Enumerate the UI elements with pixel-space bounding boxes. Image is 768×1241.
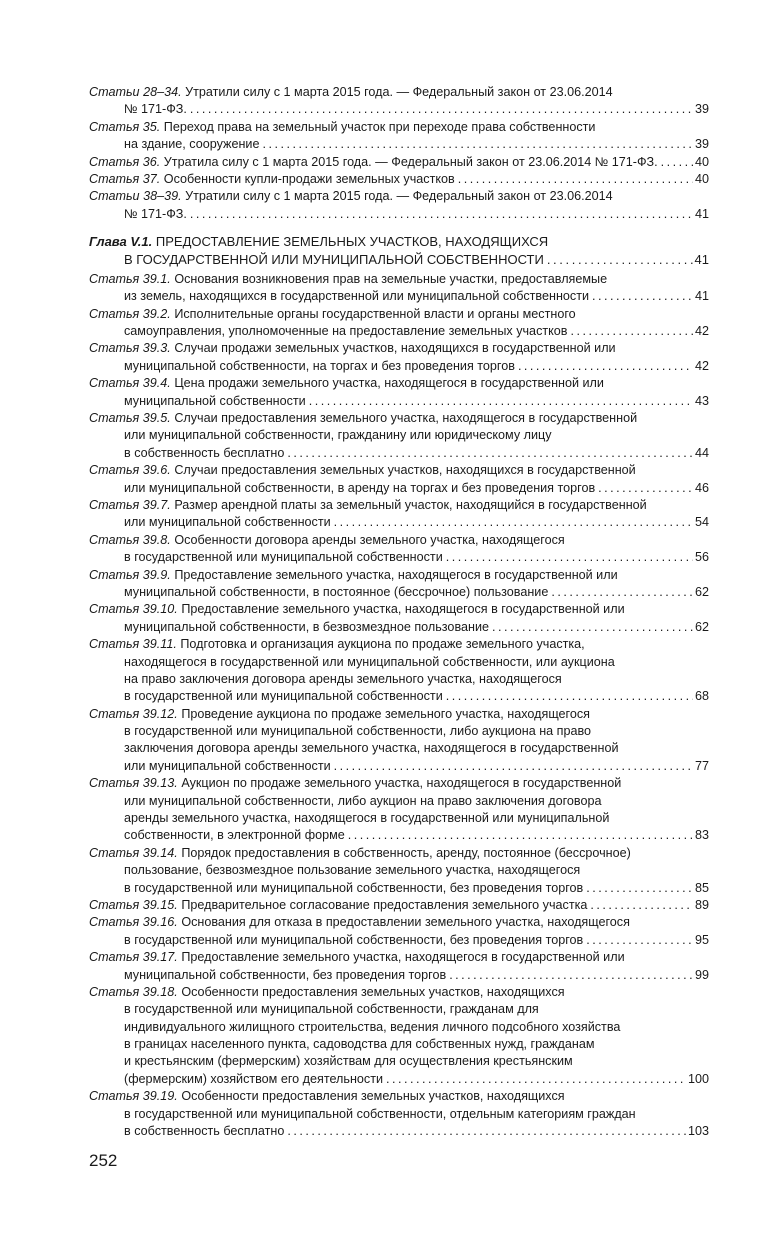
toc-line xyxy=(89,671,709,688)
dot-leader xyxy=(570,323,693,340)
toc-page-number: 89 xyxy=(694,897,709,912)
toc-entry-title: в государственной или муниципальной собственности xyxy=(124,689,443,704)
toc-page-number: 77 xyxy=(694,758,709,773)
toc-entry-title: Предварительное согласование предоставления земельного участка xyxy=(181,897,588,912)
toc-entry-label: Статья 39.11. xyxy=(89,637,177,652)
toc-line xyxy=(89,758,709,775)
toc-entry-label: Статья 39.6. xyxy=(89,463,171,478)
toc-entry-title: муниципальной собственности xyxy=(124,393,306,408)
toc-entry-title: Случаи продажи земельных участков, находящихся в государственной или xyxy=(174,341,616,356)
toc-entry-title: или муниципальной собственности, гражданину или юридическому лицу xyxy=(124,428,552,443)
toc-line xyxy=(89,827,709,844)
toc-entry[interactable] xyxy=(89,636,709,706)
toc-entry-label: Статья 39.12. xyxy=(89,706,178,721)
toc-line xyxy=(89,462,709,479)
toc-line xyxy=(89,340,709,357)
dot-leader xyxy=(458,171,693,188)
toc-line xyxy=(89,136,709,153)
toc-entry-label: Статьи 38–39. xyxy=(89,189,182,204)
toc-entry-title: Случаи предоставления земельных участков, находящихся в государственной xyxy=(174,463,636,478)
toc-line xyxy=(89,206,709,223)
toc-line xyxy=(89,154,709,171)
toc-entry-title: Утратили силу с 1 марта 2015 года. — Федеральный закон от 23.06.2014 xyxy=(185,189,613,204)
toc-line xyxy=(89,549,709,566)
toc-line xyxy=(89,1053,709,1070)
toc-page-number: 46 xyxy=(694,480,709,495)
dot-leader xyxy=(446,549,693,566)
toc-line xyxy=(89,775,709,792)
toc-entry-title: в собственность бесплатно xyxy=(124,1124,285,1139)
dot-leader xyxy=(518,358,693,375)
toc-entry-label: Статья 39.17. xyxy=(89,950,178,965)
toc-entry[interactable] xyxy=(89,154,709,171)
toc-page-number: 41 xyxy=(694,289,709,304)
toc-line xyxy=(89,862,709,879)
toc-entry-title: пользование, безвозмездное пользование земельного участка, находящегося xyxy=(124,863,581,878)
toc-line xyxy=(89,880,709,897)
toc-entry-label: Статья 39.15. xyxy=(89,897,178,912)
dot-leader xyxy=(590,897,693,914)
toc-entry-label: Глава V.1. xyxy=(89,234,153,250)
toc-entry-title: Цена продажи земельного участка, находящегося в государственной или xyxy=(174,376,604,391)
toc-entry-label: Статья 39.14. xyxy=(89,845,178,860)
toc-line xyxy=(89,119,709,136)
toc-entry-label: Статья 39.1. xyxy=(89,271,171,286)
toc-entry[interactable] xyxy=(89,462,709,497)
toc-entry-title: в государственной или муниципальной собственности, отдельным категориям граждан xyxy=(124,1106,636,1121)
toc-line xyxy=(89,810,709,827)
toc-entry-title: Предоставление земельного участка, находящегося в государственной или xyxy=(181,950,625,965)
toc-entry-title: Порядок предоставления в собственность, аренду, постоянное (бессрочное) xyxy=(181,845,631,860)
toc-entry-label: Статья 39.7. xyxy=(89,497,171,512)
toc-entry-title: муниципальной собственности, в безвозмездное пользование xyxy=(124,619,489,634)
toc-entry-title: аренды земельного участка, находящегося в государственной или муниципальной xyxy=(124,811,610,826)
toc-entry-title: Основания для отказа в предоставлении земельного участка, находящегося xyxy=(181,915,630,930)
toc-line xyxy=(89,427,709,444)
toc-line xyxy=(89,445,709,462)
toc-line xyxy=(89,1123,709,1140)
toc-entry-title: на здание, сооружение xyxy=(124,137,260,152)
toc-entry-title: (фермерским) хозяйством его деятельности xyxy=(124,1071,384,1086)
toc-entry-title: Утратили силу с 1 марта 2015 года. — Федеральный закон от 23.06.2014 xyxy=(185,85,613,99)
toc-entry[interactable] xyxy=(89,188,709,223)
toc-entry-title: ПРЕДОСТАВЛЕНИЕ ЗЕМЕЛЬНЫХ УЧАСТКОВ, НАХОДЯЩИХСЯ xyxy=(155,234,549,250)
toc-entry-title: Аукцион по продаже земельного участка, находящегося в государственной xyxy=(181,776,622,791)
dot-leader xyxy=(190,101,693,118)
dot-leader xyxy=(586,880,693,897)
toc-entry-title: муниципальной собственности, на торгах и без проведения торгов xyxy=(124,358,515,373)
toc-page-number: 41 xyxy=(694,251,709,267)
toc-line xyxy=(89,932,709,949)
toc-line xyxy=(89,914,709,931)
toc-entry[interactable] xyxy=(89,914,709,949)
toc-entry-title: Подготовка и организация аукциона по продаже земельного участка, xyxy=(180,637,585,652)
toc-line xyxy=(89,706,709,723)
toc-line xyxy=(89,740,709,757)
toc-entry-label: Статья 39.19. xyxy=(89,1089,178,1104)
toc-page-number: 39 xyxy=(694,102,709,117)
table-of-contents xyxy=(89,84,709,1140)
toc-page-number: 42 xyxy=(694,358,709,373)
toc-entry-title: в государственной или муниципальной собственности, либо аукциона на право xyxy=(124,724,592,739)
toc-page-number: 54 xyxy=(694,515,709,530)
toc-line xyxy=(89,375,709,392)
toc-line xyxy=(89,514,709,531)
toc-line xyxy=(89,688,709,705)
toc-entry[interactable] xyxy=(89,410,709,462)
toc-page-number: 103 xyxy=(687,1124,709,1139)
dot-leader xyxy=(262,136,693,153)
toc-entry[interactable] xyxy=(89,1088,709,1140)
toc-entry-label: Статья 36. xyxy=(89,154,161,169)
toc-line xyxy=(89,271,709,288)
toc-entry-title: Предоставление земельного участка, находящегося в государственной или xyxy=(174,567,618,582)
toc-page-number: 56 xyxy=(694,550,709,565)
toc-line xyxy=(89,1071,709,1088)
toc-entry-label: Статья 39.18. xyxy=(89,984,178,999)
toc-entry-title: заключения договора аренды земельного участка, находящегося в государственной xyxy=(124,741,619,756)
toc-line xyxy=(89,654,709,671)
toc-entry[interactable] xyxy=(89,375,709,410)
toc-line xyxy=(89,101,709,118)
toc-entry-title: индивидуального жилищного строительства, ведения личного подсобного хозяйства xyxy=(124,1019,621,1034)
toc-line xyxy=(89,1106,709,1123)
toc-page-number: 99 xyxy=(694,967,709,982)
toc-line xyxy=(89,480,709,497)
toc-page-number: 95 xyxy=(694,932,709,947)
toc-entry-label: Статья 39.2. xyxy=(89,306,171,321)
dot-leader xyxy=(551,584,693,601)
toc-entry-label: Статья 39.8. xyxy=(89,532,171,547)
toc-line xyxy=(89,1001,709,1018)
toc-entry-title: Особенности договора аренды земельного участка, находящегося xyxy=(174,532,565,547)
dot-leader xyxy=(598,480,693,497)
toc-line xyxy=(89,793,709,810)
toc-entry-title: на право заключения договора аренды земельного участка, находящегося xyxy=(124,671,562,686)
dot-leader xyxy=(190,206,693,223)
toc-entry[interactable] xyxy=(89,84,709,119)
toc-entry-title: в государственной или муниципальной собственности xyxy=(124,550,443,565)
dot-leader xyxy=(449,967,693,984)
toc-entry-title: муниципальной собственности, без проведения торгов xyxy=(124,967,447,982)
toc-line xyxy=(89,567,709,584)
toc-line xyxy=(89,84,709,101)
toc-entry[interactable] xyxy=(89,775,709,845)
toc-entry-label: Статьи 28–34. xyxy=(89,85,182,99)
dot-leader xyxy=(592,288,693,305)
toc-entry-title: и крестьянским (фермерским) хозяйствам для осуществления крестьянским xyxy=(124,1054,573,1069)
toc-line xyxy=(89,584,709,601)
toc-page-number: 68 xyxy=(694,689,709,704)
toc-entry[interactable] xyxy=(89,567,709,602)
toc-entry-title: Исполнительные органы государственной власти и органы местного xyxy=(174,306,576,321)
toc-page-number: 39 xyxy=(694,137,709,152)
dot-leader xyxy=(309,393,693,410)
toc-line xyxy=(89,188,709,205)
toc-entry-title: в границах населенного пункта, садоводства для собственных нужд, гражданам xyxy=(124,1037,595,1052)
toc-entry-title: Переход права на земельный участок при переходе права собственности xyxy=(163,119,596,134)
toc-entry-title: собственности, в электронной форме xyxy=(124,828,345,843)
toc-line xyxy=(89,251,709,268)
toc-entry[interactable] xyxy=(89,306,709,341)
toc-entry-title: из земель, находящихся в государственной или муниципальной собственности xyxy=(124,289,590,304)
toc-entry-label: Статья 39.4. xyxy=(89,376,171,391)
dot-leader xyxy=(287,445,693,462)
toc-line xyxy=(89,497,709,514)
toc-line xyxy=(89,967,709,984)
toc-entry[interactable] xyxy=(89,601,709,636)
toc-entry[interactable] xyxy=(89,340,709,375)
toc-entry-title: или муниципальной собственности xyxy=(124,758,331,773)
toc-entry-title: Проведение аукциона по продаже земельного участка, находящегося xyxy=(181,706,590,721)
toc-entry[interactable] xyxy=(89,845,709,897)
dot-leader xyxy=(547,251,693,268)
toc-line xyxy=(89,532,709,549)
dot-leader xyxy=(348,827,693,844)
toc-line xyxy=(89,984,709,1001)
toc-line xyxy=(89,393,709,410)
toc-entry[interactable] xyxy=(89,706,709,776)
toc-entry-title: № 171-ФЗ. xyxy=(124,206,187,221)
toc-entry-label: Статья 39.3. xyxy=(89,341,171,356)
toc-entry-label: Статья 39.10. xyxy=(89,602,178,617)
toc-page-number: 100 xyxy=(687,1071,709,1086)
toc-line xyxy=(89,723,709,740)
toc-entry-title: Особенности предоставления земельных участков, находящихся xyxy=(181,984,565,999)
toc-page-number: 43 xyxy=(694,393,709,408)
toc-entry-title: в государственной или муниципальной собственности, гражданам для xyxy=(124,1002,539,1017)
toc-line xyxy=(89,288,709,305)
toc-entry-title: муниципальной собственности, в постоянное (бессрочное) пользование xyxy=(124,584,549,599)
toc-line xyxy=(89,1036,709,1053)
toc-entry[interactable] xyxy=(89,532,709,567)
dot-leader xyxy=(661,154,693,171)
dot-leader xyxy=(334,758,693,775)
toc-entry[interactable] xyxy=(89,171,709,188)
toc-entry-label: Статья 39.9. xyxy=(89,567,171,582)
toc-entry-title: Особенности предоставления земельных участков, находящихся xyxy=(181,1089,565,1104)
toc-entry[interactable] xyxy=(89,984,709,1088)
dot-leader xyxy=(492,619,693,636)
toc-line xyxy=(89,601,709,618)
dot-leader xyxy=(287,1123,686,1140)
toc-page-number: 40 xyxy=(694,154,709,169)
toc-entry-label: Статья 35. xyxy=(89,119,161,134)
toc-page-number: 42 xyxy=(694,324,709,339)
toc-entry[interactable] xyxy=(89,119,709,154)
toc-entry-title: № 171-ФЗ. xyxy=(124,102,187,117)
toc-entry[interactable] xyxy=(89,949,709,984)
toc-entry-title: самоуправления, уполномоченные на предоставление земельных участков xyxy=(124,324,568,339)
toc-entry-title: находящегося в государственной или муниципальной собственности, или аукциона xyxy=(124,654,615,669)
dot-leader xyxy=(446,688,693,705)
toc-entry-title: Размер арендной платы за земельный участок, находящийся в государственной xyxy=(174,497,647,512)
toc-entry-label: Статья 37. xyxy=(89,171,161,186)
toc-line xyxy=(89,949,709,966)
toc-entry-title: Утратила силу с 1 марта 2015 года. — Федеральный закон от 23.06.2014 № 171-ФЗ. xyxy=(163,154,658,169)
toc-entry-label: Статья 39.13. xyxy=(89,776,178,791)
toc-page-number: 62 xyxy=(694,584,709,599)
toc-entry[interactable] xyxy=(89,271,709,306)
toc-entry-title: Предоставление земельного участка, находящегося в государственной или xyxy=(181,602,625,617)
toc-line xyxy=(89,410,709,427)
toc-page-number: 40 xyxy=(694,171,709,186)
toc-page-number: 44 xyxy=(694,445,709,460)
toc-entry-label: Статья 39.5. xyxy=(89,411,171,426)
toc-entry[interactable] xyxy=(89,497,709,532)
toc-line xyxy=(89,306,709,323)
toc-entry-title: или муниципальной собственности, либо аукцион на право заключения договора xyxy=(124,793,602,808)
toc-line xyxy=(89,897,709,914)
toc-entry-title: в государственной или муниципальной собственности, без проведения торгов xyxy=(124,932,584,947)
toc-entry-title: в собственность бесплатно xyxy=(124,445,285,460)
toc-entry-title: или муниципальной собственности xyxy=(124,515,331,530)
toc-line xyxy=(89,1019,709,1036)
toc-line xyxy=(89,358,709,375)
toc-entry-title: Основания возникновения прав на земельные участки, предоставляемые xyxy=(174,271,608,286)
toc-line xyxy=(89,619,709,636)
toc-entry-title: или муниципальной собственности, в аренду на торгах и без проведения торгов xyxy=(124,480,596,495)
toc-entry-label: Статья 39.16. xyxy=(89,915,178,930)
toc-page-number: 83 xyxy=(694,828,709,843)
toc-entry-title: Случаи предоставления земельного участка, находящегося в государственной xyxy=(174,411,638,426)
toc-entry-title: В ГОСУДАРСТВЕННОЙ ИЛИ МУНИЦИПАЛЬНОЙ СОБСТВЕННОСТИ xyxy=(124,251,544,267)
dot-leader xyxy=(586,932,693,949)
toc-entry[interactable] xyxy=(89,897,709,914)
toc-entry-title: в государственной или муниципальной собственности, без проведения торгов xyxy=(124,880,584,895)
dot-leader xyxy=(334,514,693,531)
toc-line xyxy=(89,636,709,653)
page-number: 252 xyxy=(89,1151,118,1170)
toc-line xyxy=(89,233,709,250)
toc-entry-title: Особенности купли-продажи земельных участков xyxy=(163,171,455,186)
dot-leader xyxy=(386,1071,686,1088)
toc-page-number: 62 xyxy=(694,619,709,634)
toc-line xyxy=(89,323,709,340)
toc-line xyxy=(89,845,709,862)
toc-line xyxy=(89,171,709,188)
toc-page-number: 41 xyxy=(694,206,709,221)
toc-chapter-entry[interactable] xyxy=(89,233,709,268)
toc-page-number: 85 xyxy=(694,880,709,895)
toc-line xyxy=(89,1088,709,1105)
